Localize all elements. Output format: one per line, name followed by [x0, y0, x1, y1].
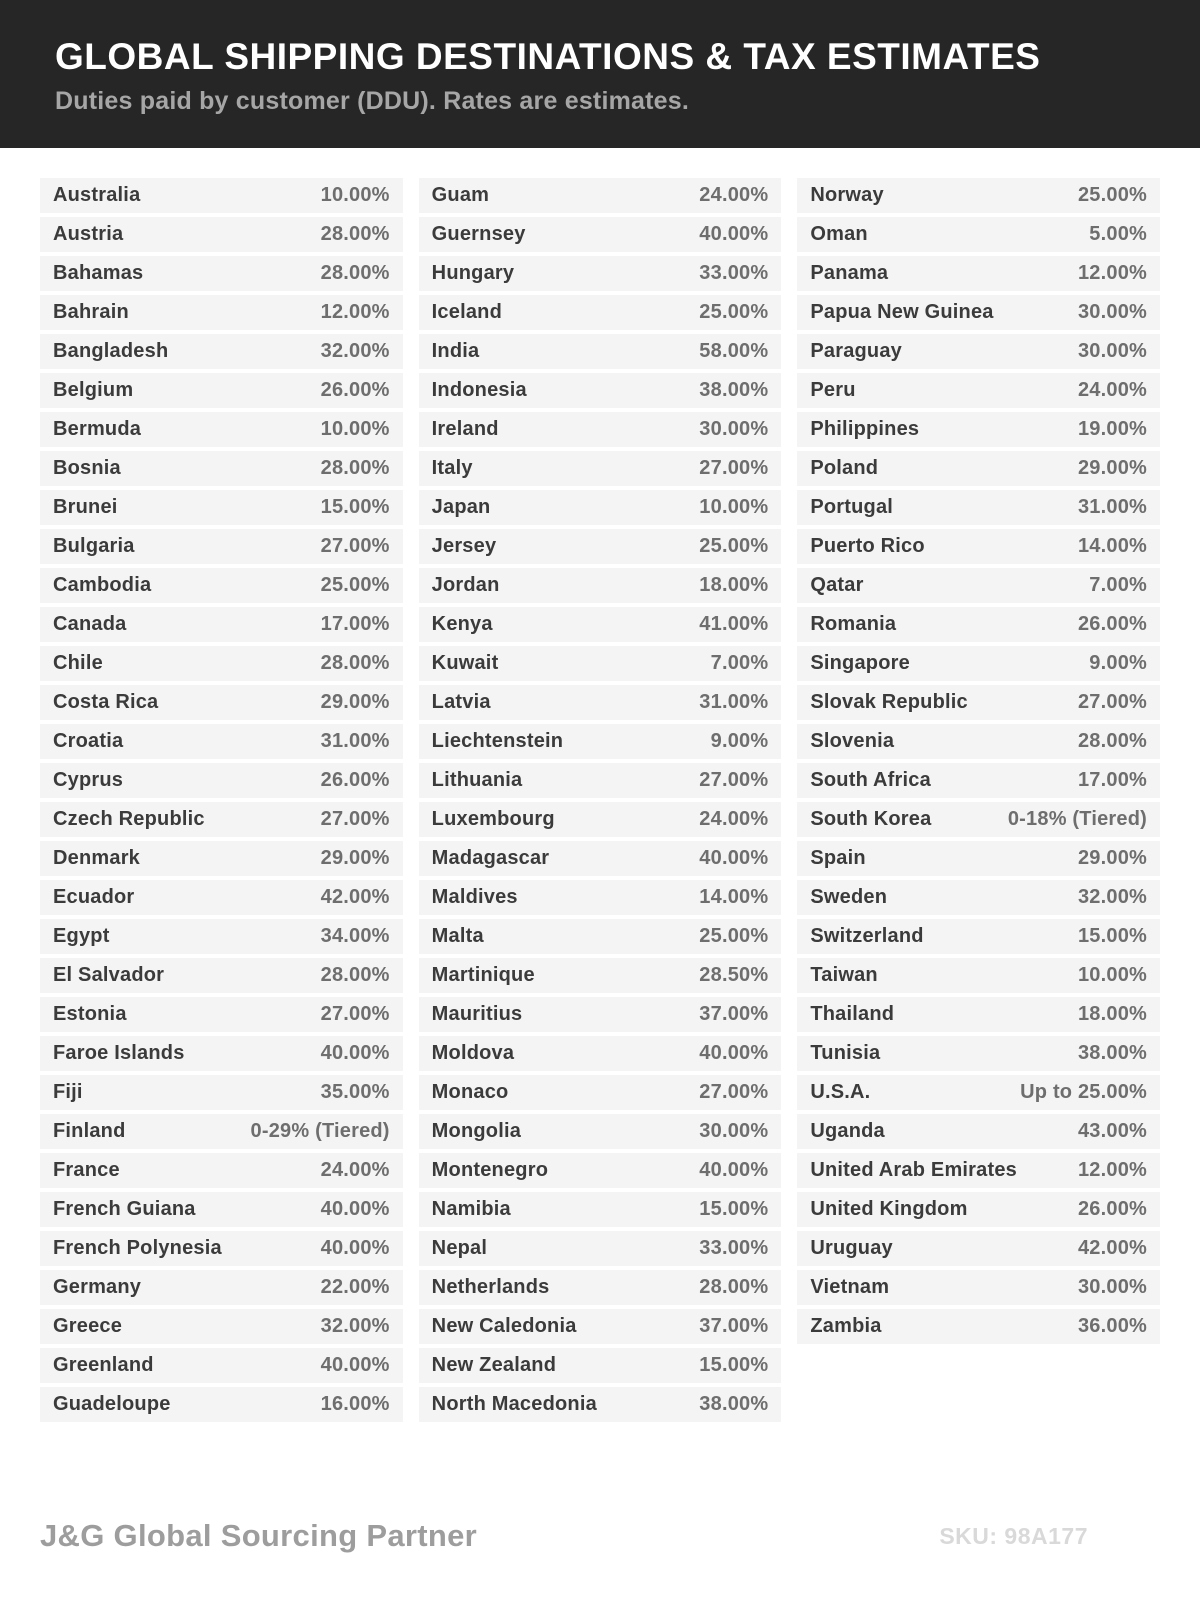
country-name: Bahrain	[53, 301, 129, 323]
tax-rate: 40.00%	[699, 1159, 769, 1181]
table-row	[40, 256, 403, 291]
country-name: France	[53, 1159, 120, 1181]
country-name: Bosnia	[53, 457, 121, 479]
country-name: Guernsey	[431, 223, 526, 245]
table-row	[40, 763, 403, 798]
country-name: Philippines	[810, 418, 920, 440]
tax-rate: 40.00%	[699, 223, 769, 245]
tax-rate: 28.00%	[320, 457, 390, 479]
country-name: Belgium	[53, 379, 134, 401]
tax-rate: 7.00%	[1089, 574, 1148, 596]
tax-rate: 26.00%	[1077, 1198, 1148, 1220]
table-row	[797, 646, 1160, 681]
country-name: Chile	[53, 652, 103, 674]
tax-rate: 31.00%	[1077, 496, 1148, 518]
country-name: Tunisia	[810, 1042, 881, 1064]
country-name: Bermuda	[53, 418, 142, 440]
tax-rate: 27.00%	[320, 808, 390, 830]
country-name: Thailand	[810, 1003, 895, 1025]
tax-rate: 24.00%	[699, 808, 769, 830]
country-name: Hungary	[431, 262, 515, 284]
table-row	[419, 1114, 782, 1149]
tax-rate: 12.00%	[320, 301, 390, 323]
table-row	[419, 295, 782, 330]
country-name: Maldives	[431, 886, 518, 908]
table-row	[40, 295, 403, 330]
table-row	[797, 1192, 1160, 1227]
country-name: Vietnam	[810, 1276, 890, 1298]
country-name: French Guiana	[53, 1198, 196, 1220]
table-row	[419, 529, 782, 564]
table-row	[797, 451, 1160, 486]
country-name: Greenland	[53, 1354, 154, 1376]
country-name: Poland	[810, 457, 879, 479]
tax-rate: 28.50%	[699, 964, 769, 986]
country-name: Paraguay	[810, 340, 902, 362]
table-row	[40, 685, 403, 720]
tax-rate: 25.00%	[699, 925, 769, 947]
rates-column-1	[40, 178, 403, 1426]
country-name: Japan	[431, 496, 491, 518]
table-row	[797, 1036, 1160, 1071]
table-row	[419, 334, 782, 369]
country-name: Mauritius	[431, 1003, 523, 1025]
tax-rate: 40.00%	[320, 1354, 390, 1376]
country-name: Mongolia	[431, 1120, 522, 1142]
tax-rate: Up to 25.00%	[1020, 1081, 1148, 1103]
country-name: Uruguay	[810, 1237, 893, 1259]
country-name: United Kingdom	[810, 1198, 968, 1220]
country-name: Guam	[431, 184, 490, 206]
table-row	[40, 1036, 403, 1071]
country-name: Faroe Islands	[53, 1042, 185, 1064]
tax-rate: 25.00%	[699, 535, 769, 557]
table-row	[40, 1075, 403, 1110]
country-name: South Korea	[810, 808, 932, 830]
tax-rate: 28.00%	[320, 262, 390, 284]
country-name: Greece	[53, 1315, 123, 1337]
table-row	[419, 1231, 782, 1266]
table-row	[419, 841, 782, 876]
table-row	[419, 490, 782, 525]
country-name: Zambia	[810, 1315, 882, 1337]
tax-rate: 38.00%	[1077, 1042, 1148, 1064]
tax-rate: 12.00%	[1077, 262, 1148, 284]
country-name: South Africa	[810, 769, 931, 791]
table-row	[797, 568, 1160, 603]
country-name: Cambodia	[53, 574, 152, 596]
country-name: Indonesia	[431, 379, 527, 401]
table-row	[419, 763, 782, 798]
table-row	[797, 178, 1160, 213]
country-name: Madagascar	[431, 847, 550, 869]
tax-rate: 38.00%	[699, 379, 769, 401]
page-subtitle: Duties paid by customer (DDU). Rates are estimates.	[55, 87, 690, 115]
country-name: Denmark	[53, 847, 140, 869]
table-row	[797, 412, 1160, 447]
table-row	[797, 880, 1160, 915]
tax-rate: 30.00%	[1077, 340, 1148, 362]
table-row	[797, 1270, 1160, 1305]
table-row	[797, 763, 1160, 798]
tax-rate: 26.00%	[1077, 613, 1148, 635]
table-row	[797, 958, 1160, 993]
tax-rate: 9.00%	[1089, 652, 1148, 674]
tax-rate: 14.00%	[1077, 535, 1148, 557]
table-row	[419, 997, 782, 1032]
table-row	[40, 607, 403, 642]
tax-rate: 15.00%	[699, 1198, 769, 1220]
table-row	[40, 1270, 403, 1305]
footer	[40, 1518, 1160, 1554]
sku-label: SKU: 98A177	[939, 1522, 1088, 1549]
country-name: Australia	[53, 184, 141, 206]
country-name: Monaco	[431, 1081, 509, 1103]
country-name: Moldova	[431, 1042, 515, 1064]
country-name: Czech Republic	[53, 808, 205, 830]
table-row	[419, 1036, 782, 1071]
table-row	[40, 1192, 403, 1227]
tax-rate: 38.00%	[699, 1393, 769, 1415]
table-row	[419, 373, 782, 408]
table-row	[419, 1270, 782, 1305]
table-row	[797, 373, 1160, 408]
country-name: Iceland	[431, 301, 502, 323]
tax-rate: 43.00%	[1077, 1120, 1148, 1142]
tax-rate: 29.00%	[320, 691, 390, 713]
tax-rate: 26.00%	[320, 379, 390, 401]
country-name: United Arab Emirates	[810, 1159, 1017, 1181]
tax-rate: 32.00%	[1077, 886, 1148, 908]
tax-rate: 31.00%	[699, 691, 769, 713]
country-name: Netherlands	[431, 1276, 550, 1298]
tax-rate: 15.00%	[699, 1354, 769, 1376]
tax-rate: 10.00%	[699, 496, 769, 518]
table-row	[419, 256, 782, 291]
tax-rate: 9.00%	[710, 730, 769, 752]
table-row	[419, 1348, 782, 1383]
table-row	[419, 919, 782, 954]
country-name: Montenegro	[431, 1159, 549, 1181]
table-row	[797, 685, 1160, 720]
table-row	[419, 646, 782, 681]
table-row	[419, 958, 782, 993]
rates-table	[40, 178, 1160, 1426]
table-row	[797, 490, 1160, 525]
table-row	[797, 841, 1160, 876]
table-row	[40, 1153, 403, 1188]
table-row	[797, 997, 1160, 1032]
country-name: Lithuania	[431, 769, 523, 791]
country-name: Portugal	[810, 496, 894, 518]
country-name: French Polynesia	[53, 1237, 222, 1259]
country-name: Malta	[431, 925, 484, 947]
country-name: Bangladesh	[53, 340, 169, 362]
country-name: Spain	[810, 847, 866, 869]
tax-rate: 25.00%	[1077, 184, 1148, 206]
table-row	[419, 685, 782, 720]
country-name: North Macedonia	[431, 1393, 597, 1415]
table-row	[40, 373, 403, 408]
table-row	[419, 178, 782, 213]
country-name: Singapore	[810, 652, 910, 674]
tax-rate: 27.00%	[699, 457, 769, 479]
table-row	[40, 1309, 403, 1344]
table-row	[797, 802, 1160, 837]
table-row	[797, 1114, 1160, 1149]
country-name: Jersey	[431, 535, 497, 557]
table-row	[419, 607, 782, 642]
tax-rate: 58.00%	[699, 340, 769, 362]
tax-rate: 14.00%	[699, 886, 769, 908]
country-name: Croatia	[53, 730, 124, 752]
country-name: Oman	[810, 223, 868, 245]
table-row	[419, 1192, 782, 1227]
country-name: Taiwan	[810, 964, 878, 986]
country-name: Austria	[53, 223, 124, 245]
country-name: New Zealand	[431, 1354, 557, 1376]
country-name: Ireland	[431, 418, 499, 440]
tax-rate: 40.00%	[320, 1042, 390, 1064]
country-name: Switzerland	[810, 925, 924, 947]
tax-rate: 40.00%	[699, 1042, 769, 1064]
tax-rate: 5.00%	[1089, 223, 1148, 245]
table-row	[40, 568, 403, 603]
table-row	[419, 217, 782, 252]
tax-rate: 29.00%	[1077, 457, 1148, 479]
table-row	[797, 1231, 1160, 1266]
country-name: India	[431, 340, 480, 362]
tax-rate: 10.00%	[320, 184, 390, 206]
table-row	[419, 724, 782, 759]
table-row	[40, 919, 403, 954]
country-name: Jordan	[431, 574, 500, 596]
tax-rate: 26.00%	[320, 769, 390, 791]
tax-rate: 29.00%	[320, 847, 390, 869]
country-name: Namibia	[431, 1198, 511, 1220]
table-row	[419, 1153, 782, 1188]
tax-rate: 37.00%	[699, 1003, 769, 1025]
table-row	[40, 880, 403, 915]
tax-rate: 18.00%	[699, 574, 769, 596]
country-name: Romania	[810, 613, 897, 635]
tax-rate: 7.00%	[710, 652, 769, 674]
tax-rate: 30.00%	[1077, 301, 1148, 323]
table-row	[40, 217, 403, 252]
tax-rate: 15.00%	[320, 496, 390, 518]
country-name: Brunei	[53, 496, 118, 518]
table-row	[797, 256, 1160, 291]
country-name: Luxembourg	[431, 808, 555, 830]
country-name: Costa Rica	[53, 691, 159, 713]
rates-column-3	[797, 178, 1160, 1426]
tax-rate: 0-18% (Tiered)	[1007, 808, 1148, 830]
table-row	[40, 997, 403, 1032]
table-row	[797, 334, 1160, 369]
country-name: Cyprus	[53, 769, 124, 791]
table-row	[40, 1387, 403, 1422]
tax-rate: 30.00%	[699, 418, 769, 440]
tax-rate: 35.00%	[320, 1081, 390, 1103]
country-name: Sweden	[810, 886, 888, 908]
country-name: Italy	[431, 457, 473, 479]
table-row	[40, 1114, 403, 1149]
table-row	[40, 1348, 403, 1383]
table-row	[40, 802, 403, 837]
table-row	[40, 724, 403, 759]
country-name: Estonia	[53, 1003, 127, 1025]
tax-rate: 25.00%	[320, 574, 390, 596]
tax-rate: 0-29% (Tiered)	[250, 1120, 390, 1142]
table-row	[40, 529, 403, 564]
table-row	[419, 880, 782, 915]
country-name: Martinique	[431, 964, 535, 986]
country-name: Bulgaria	[53, 535, 135, 557]
tax-rate: 33.00%	[699, 1237, 769, 1259]
tax-rate: 27.00%	[699, 769, 769, 791]
tax-rate: 31.00%	[320, 730, 390, 752]
brand-name: J&G Global Sourcing Partner	[40, 1518, 478, 1553]
country-name: Slovak Republic	[810, 691, 968, 713]
country-name: Guadeloupe	[53, 1393, 171, 1415]
tax-rate: 24.00%	[699, 184, 769, 206]
table-row	[797, 295, 1160, 330]
tax-rate: 24.00%	[320, 1159, 390, 1181]
tax-rate: 40.00%	[320, 1237, 390, 1259]
country-name: Ecuador	[53, 886, 135, 908]
country-name: Kuwait	[431, 652, 499, 674]
table-row	[797, 529, 1160, 564]
tax-rate: 28.00%	[320, 223, 390, 245]
tax-rate: 33.00%	[699, 262, 769, 284]
tax-rate: 28.00%	[699, 1276, 769, 1298]
tax-rate: 28.00%	[320, 964, 390, 986]
tax-rate: 36.00%	[1077, 1315, 1148, 1337]
tax-rate: 17.00%	[320, 613, 390, 635]
table-row	[797, 1153, 1160, 1188]
country-name: Papua New Guinea	[810, 301, 994, 323]
table-row	[797, 217, 1160, 252]
tax-rate: 37.00%	[699, 1315, 769, 1337]
tax-rate: 17.00%	[1077, 769, 1148, 791]
country-name: Liechtenstein	[431, 730, 564, 752]
table-row	[797, 724, 1160, 759]
table-row	[419, 451, 782, 486]
tax-rate: 29.00%	[1077, 847, 1148, 869]
tax-rate: 40.00%	[699, 847, 769, 869]
tax-rate: 22.00%	[320, 1276, 390, 1298]
table-row	[797, 607, 1160, 642]
tax-rate: 27.00%	[1077, 691, 1148, 713]
country-name: Nepal	[431, 1237, 488, 1259]
tax-rate: 34.00%	[320, 925, 390, 947]
page-title: GLOBAL SHIPPING DESTINATIONS & TAX ESTIMATES	[55, 36, 1041, 77]
tax-rate: 40.00%	[320, 1198, 390, 1220]
tax-rate: 16.00%	[320, 1393, 390, 1415]
tax-rate: 24.00%	[1077, 379, 1148, 401]
country-name: Bahamas	[53, 262, 144, 284]
tax-rate: 32.00%	[320, 1315, 390, 1337]
tax-rate: 15.00%	[1077, 925, 1148, 947]
tax-rate: 27.00%	[320, 1003, 390, 1025]
country-name: Fiji	[53, 1081, 83, 1103]
country-name: Egypt	[53, 925, 110, 947]
tax-rate: 32.00%	[320, 340, 390, 362]
tax-rate: 10.00%	[1077, 964, 1148, 986]
table-row	[40, 490, 403, 525]
tax-rate: 42.00%	[1077, 1237, 1148, 1259]
tax-rate: 28.00%	[1077, 730, 1148, 752]
table-row	[419, 802, 782, 837]
country-name: U.S.A.	[810, 1081, 871, 1103]
tax-rate: 27.00%	[699, 1081, 769, 1103]
country-name: Uganda	[810, 1120, 885, 1142]
table-row	[40, 412, 403, 447]
country-name: El Salvador	[53, 964, 165, 986]
tax-rate: 12.00%	[1077, 1159, 1148, 1181]
country-name: Qatar	[810, 574, 864, 596]
table-row	[40, 178, 403, 213]
table-row	[419, 568, 782, 603]
tax-rate: 30.00%	[1077, 1276, 1148, 1298]
table-row	[40, 958, 403, 993]
country-name: Canada	[53, 613, 127, 635]
country-name: Puerto Rico	[810, 535, 925, 557]
country-name: New Caledonia	[431, 1315, 577, 1337]
table-row	[797, 1309, 1160, 1344]
country-name: Slovenia	[810, 730, 895, 752]
rates-column-2	[419, 178, 782, 1426]
country-name: Finland	[53, 1120, 126, 1142]
table-row	[40, 646, 403, 681]
table-row	[40, 841, 403, 876]
country-name: Panama	[810, 262, 889, 284]
table-row	[40, 1231, 403, 1266]
tax-rate: 18.00%	[1077, 1003, 1148, 1025]
tax-rate: 27.00%	[320, 535, 390, 557]
header-banner	[0, 0, 1200, 148]
tax-rate: 28.00%	[320, 652, 390, 674]
tax-rate: 19.00%	[1077, 418, 1148, 440]
country-name: Latvia	[431, 691, 491, 713]
table-row	[797, 1075, 1160, 1110]
table-row	[797, 919, 1160, 954]
country-name: Peru	[810, 379, 856, 401]
table-row	[419, 412, 782, 447]
table-row	[40, 451, 403, 486]
tax-rate: 25.00%	[699, 301, 769, 323]
country-name: Kenya	[431, 613, 493, 635]
table-row	[419, 1075, 782, 1110]
table-row	[40, 334, 403, 369]
tax-rate: 41.00%	[699, 613, 769, 635]
tax-rate: 42.00%	[320, 886, 390, 908]
tax-rate: 30.00%	[699, 1120, 769, 1142]
tax-rate: 10.00%	[320, 418, 390, 440]
table-row	[419, 1309, 782, 1344]
country-name: Germany	[53, 1276, 142, 1298]
table-row	[419, 1387, 782, 1422]
country-name: Norway	[810, 184, 884, 206]
